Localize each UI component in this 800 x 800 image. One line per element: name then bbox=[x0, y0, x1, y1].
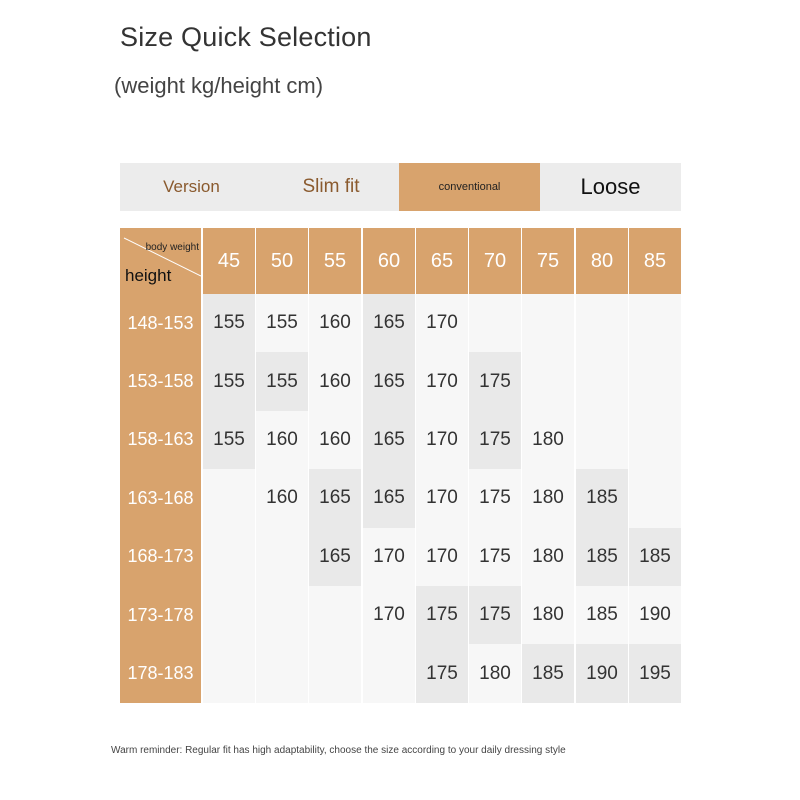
version-bar bbox=[120, 163, 681, 211]
size-cell: 160 bbox=[266, 428, 298, 450]
weight-header-cell: 55 bbox=[309, 228, 361, 294]
height-row-header: 178-183 bbox=[120, 644, 201, 702]
size-cell: 185 bbox=[576, 528, 628, 586]
version-conventional: conventional bbox=[399, 163, 540, 211]
size-cell: 185 bbox=[576, 469, 628, 527]
size-cell: 175 bbox=[469, 586, 521, 644]
height-row-header: 168-173 bbox=[120, 528, 201, 586]
size-cell: 160 bbox=[319, 312, 351, 334]
size-cell: 185 bbox=[522, 644, 574, 702]
size-cell: 180 bbox=[479, 662, 511, 684]
size-cell: 175 bbox=[416, 644, 468, 702]
corner-weight-label: body weight bbox=[145, 242, 199, 253]
size-cell: 160 bbox=[319, 370, 351, 392]
size-cell: 165 bbox=[363, 469, 415, 527]
size-cell: 160 bbox=[266, 487, 298, 509]
weight-header-cell: 85 bbox=[629, 228, 681, 294]
size-cell: 170 bbox=[426, 428, 458, 450]
size-cell: 160 bbox=[319, 428, 351, 450]
version-loose: Loose bbox=[580, 174, 641, 199]
height-row-header: 148-153 bbox=[120, 294, 201, 352]
weight-header-cell: 60 bbox=[363, 228, 415, 294]
size-cell: 180 bbox=[532, 604, 564, 626]
height-row-header: 158-163 bbox=[120, 411, 201, 469]
size-cell: 155 bbox=[203, 352, 255, 410]
size-cell: 165 bbox=[363, 352, 415, 410]
version-label: Version bbox=[163, 177, 220, 196]
size-cell: 165 bbox=[309, 469, 361, 527]
size-cell: 175 bbox=[479, 545, 511, 567]
size-cell: 155 bbox=[266, 312, 298, 334]
weight-header-cell: 45 bbox=[203, 228, 255, 294]
size-cell: 170 bbox=[426, 545, 458, 567]
size-cell: 165 bbox=[363, 411, 415, 469]
size-cell: 190 bbox=[576, 644, 628, 702]
size-cell: 185 bbox=[586, 604, 618, 626]
size-cell: 175 bbox=[416, 586, 468, 644]
warm-reminder: Warm reminder: Regular fit has high adaptability, choose the size according to your daily dressing style bbox=[111, 745, 566, 756]
height-row-header: 163-168 bbox=[120, 469, 201, 527]
size-cell: 170 bbox=[426, 312, 458, 334]
size-cell: 170 bbox=[373, 604, 405, 626]
size-cell: 155 bbox=[256, 352, 308, 410]
size-cell: 170 bbox=[426, 370, 458, 392]
weight-header-cell: 50 bbox=[256, 228, 308, 294]
size-cell: 175 bbox=[479, 487, 511, 509]
size-cell: 175 bbox=[469, 411, 521, 469]
size-cell: 180 bbox=[532, 428, 564, 450]
size-cell: 180 bbox=[532, 487, 564, 509]
page-subtitle: (weight kg/height cm) bbox=[114, 73, 324, 98]
size-cell: 180 bbox=[532, 545, 564, 567]
size-cell: 165 bbox=[363, 294, 415, 352]
table-corner-header bbox=[120, 228, 201, 294]
size-cell: 165 bbox=[309, 528, 361, 586]
page-title: Size Quick Selection bbox=[120, 22, 372, 52]
size-cell: 175 bbox=[469, 352, 521, 410]
size-cell: 185 bbox=[629, 528, 681, 586]
weight-header-cell: 65 bbox=[416, 228, 468, 294]
size-table bbox=[120, 228, 681, 703]
size-cell: 190 bbox=[639, 604, 671, 626]
version-slim-fit: Slim fit bbox=[302, 176, 360, 197]
height-row-header: 173-178 bbox=[120, 586, 201, 644]
weight-header-cell: 70 bbox=[469, 228, 521, 294]
size-cell: 155 bbox=[203, 294, 255, 352]
size-cell: 170 bbox=[426, 487, 458, 509]
size-cell: 155 bbox=[203, 411, 255, 469]
size-cell: 170 bbox=[373, 545, 405, 567]
height-row-header: 153-158 bbox=[120, 352, 201, 410]
size-cell: 195 bbox=[629, 644, 681, 702]
weight-header-cell: 80 bbox=[576, 228, 628, 294]
weight-header-cell: 75 bbox=[522, 228, 574, 294]
corner-height-label: height bbox=[125, 266, 172, 285]
